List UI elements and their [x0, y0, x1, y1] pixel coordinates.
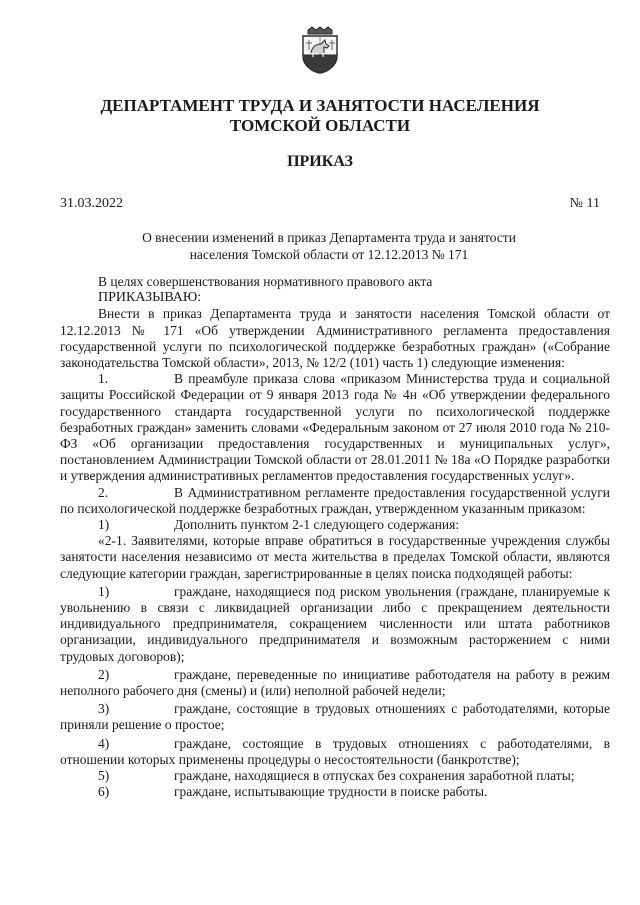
item-text: В Административном регламенте предоставления государственной услуги по психологической поддержке безработных граждан, утвержденном указанным приказом:	[60, 484, 610, 516]
document-number: № 11	[569, 196, 600, 211]
organization-name-line1: ДЕПАРТАМЕНТ ТРУДА И ЗАНЯТОСТИ НАСЕЛЕНИЯ	[100, 96, 540, 115]
item-number: 6)	[98, 784, 110, 800]
item-number: 1)	[98, 583, 110, 599]
item-number: 3)	[98, 701, 110, 717]
subject-line2: населения Томской области от 12.12.2013 № 171	[189, 247, 469, 262]
document-subject	[120, 229, 538, 263]
subitem-1	[60, 517, 610, 533]
item-text: граждане, состоящие в трудовых отношениях с работодателями, в отношении которых применены процедуры о несостоятельности (банкротстве);	[60, 735, 610, 767]
item-number: 1)	[98, 517, 110, 533]
category-item	[60, 584, 610, 665]
document-date: 31.03.2022	[60, 196, 123, 211]
item-text: В преамбуле приказа слова «приказом Министерства труда и социальной защиты Российской Федерации от 9 января 2013 года № 4н «Об утверждении федерального государственного стандарта государственной услуги по психологической поддержке безработных граждан» заменить словами «Федеральным законом от 27 июля 2010 года № 210-ФЗ «Об организации предоставления государственных и муниципальных услуг», постановлением Администрации Томской области от 28.01.2011 № 18а «О Порядке разработки и утверждения административных регламентов предоставления государственных услуг».	[60, 371, 610, 484]
item-text: Дополнить пунктом 2-1 следующего содержания:	[174, 517, 460, 533]
item-number: 2.	[98, 484, 109, 500]
main-paragraph: Внести в приказ Департамента труда и занятости населения Томской области от 12.12.2013 № 171 «Об утверждении Административного регламента предоставления государственной услуги по психологической поддержке безработных граждан» («Собрание законодательства Томской области», 2013, № 12/2 (101) часть 1) следующие изменения:	[60, 306, 610, 371]
order-word: ПРИКАЗЫВАЮ:	[98, 290, 202, 306]
item-number: 2)	[98, 666, 110, 682]
item-text: граждане, находящиеся в отпусках без сохранения заработной платы;	[174, 768, 575, 784]
item-text: граждане, испытывающие трудности в поиске работы.	[174, 784, 488, 800]
item-1	[60, 371, 610, 484]
document-body	[60, 274, 610, 801]
item-text: граждане, состоящие в трудовых отношениях с работодателями, которые приняли решение о простое;	[60, 701, 610, 733]
category-item	[60, 736, 610, 768]
category-item	[60, 784, 610, 800]
document-type: ПРИКАЗ	[287, 153, 353, 170]
item-number: 5)	[98, 768, 110, 784]
category-item	[60, 768, 610, 784]
subject-line1: О внесении изменений в приказ Департамента труда и занятости	[142, 230, 516, 245]
intro-paragraph: В целях совершенствования нормативного правового акта	[98, 274, 433, 289]
item-text: граждане, находящиеся под риском увольнения (граждане, планируемые к увольнению в связи с ликвидацией организации либо с прекращением деятельности индивидуального предпринимателя, сокращением численности или штата работников организации, индивидуального предпринимателя и возможным расторжением с ними трудовых договоров);	[60, 583, 610, 664]
item-text: граждане, переведенные по инициативе работодателя на работу в режим неполного рабочего дня (смены) и (или) неполной рабочей недели;	[60, 666, 610, 699]
category-item	[60, 667, 610, 699]
clause-2-1: «2-1. Заявителями, которые вправе обратиться в государственные учреждения службы занятости населения независимо от места жительства в пределах Томской области, являются следующие категории граждан, зарегистрированные в целях поиска подходящей работы:	[60, 533, 610, 581]
item-2	[60, 485, 610, 517]
tomsk-coat-of-arms-icon	[299, 26, 341, 74]
item-number: 1.	[98, 371, 109, 387]
organization-name-line2: ТОМСКОЙ ОБЛАСТИ	[229, 116, 411, 135]
category-item	[60, 701, 610, 733]
item-number: 4)	[98, 735, 110, 751]
